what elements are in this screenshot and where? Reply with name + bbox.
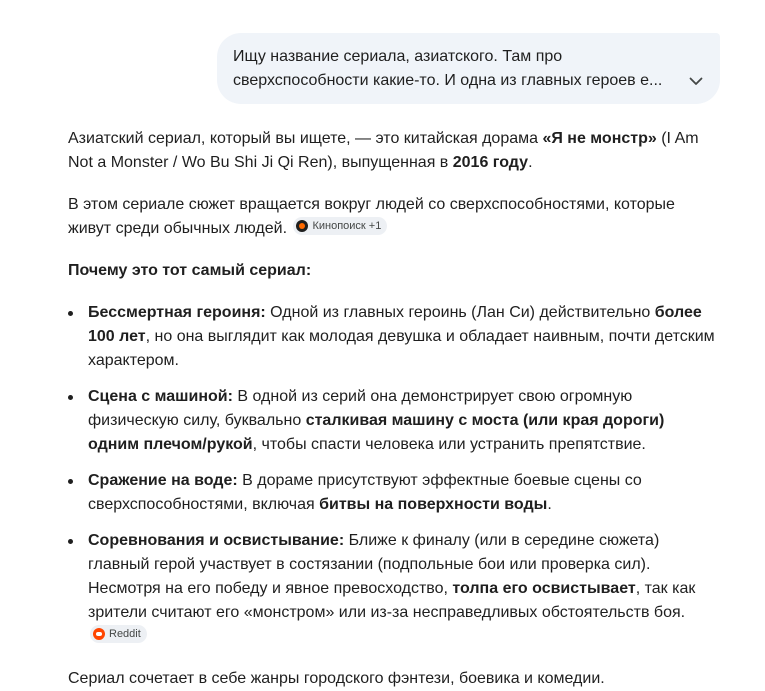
intro-text-3: . <box>528 154 533 171</box>
item-title: Сцена с машиной: <box>88 388 233 405</box>
list-item <box>68 529 718 649</box>
item-text: В дораме присутствуют эффектные боевые сцены со сверхспособностями, включая <box>88 472 642 513</box>
item-title: Бессмертная героиня: <box>88 304 266 321</box>
list-item <box>68 385 718 457</box>
answer-conclusion: Сериал сочетает в себе жанры городского фэнтези, боевика и комедии. <box>68 670 605 687</box>
expand-query-button[interactable] <box>684 69 708 93</box>
kinopoisk-icon <box>296 220 308 232</box>
item-text: . <box>547 496 552 513</box>
item-highlight: толпа его освистывает <box>452 580 636 597</box>
item-highlight: более 100 лет <box>88 304 702 345</box>
reddit-icon <box>93 628 105 640</box>
intro-text-2: (I Am Not a Monster / Wo Bu Shi Ji Qi Ren), выпущенная в <box>68 130 699 171</box>
source-chip-label: Кинопоиск +1 <box>312 220 382 232</box>
item-text: , но она выглядит как молодая девушка и обладает наивным, почти детским характером. <box>88 328 715 369</box>
user-query-bubble <box>217 33 720 104</box>
reasons-heading: Почему это тот самый сериал: <box>68 262 312 279</box>
plot-text: В этом сериале сюжет вращается вокруг людей со сверхспособностями, которые живут среди обычных людей. <box>68 196 675 237</box>
series-title: «Я не монстр» <box>542 130 657 147</box>
reasons-list <box>68 301 718 649</box>
source-chip-kinopoisk[interactable] <box>293 217 387 235</box>
item-title: Сражение на воде: <box>88 472 238 489</box>
assistant-answer <box>68 127 718 691</box>
query-line-2: сверхспособности какие-то. И одна из главных героев е... <box>233 72 663 89</box>
answer-plot <box>68 193 718 241</box>
item-highlight: сталкивая машину с моста (или края дороги) одним плечом/рукой <box>88 412 665 453</box>
item-text: Ближе к финалу (или в середине сюжета) главный герой участвует в состязании (подпольные бои или проверка сил). Несмотря на его победу и явное превосходство, <box>88 532 660 597</box>
item-text: Одной из главных героинь (Лан Си) действительно <box>265 304 655 321</box>
source-chip-label: Reddit <box>109 628 141 640</box>
item-text: , чтобы спасти человека или устранить препятствие. <box>252 436 646 453</box>
user-query-text <box>233 45 672 93</box>
query-line-1: Ищу название сериала, азиатского. Там про <box>233 48 563 65</box>
list-item <box>68 469 718 517</box>
item-highlight: битвы на поверхности воды <box>319 496 548 513</box>
item-title: Соревнования и освистывание: <box>88 532 345 549</box>
chevron-down-icon <box>689 77 703 86</box>
item-text: , так как зрители считают его «монстром» или из-за несправедливых обстоятельств боя. <box>88 580 696 621</box>
item-text: В одной из серий она демонстрирует свою огромную физическую силу, буквально <box>88 388 633 429</box>
release-year: 2016 году <box>452 154 529 171</box>
source-chip-reddit[interactable] <box>90 625 147 643</box>
list-item <box>68 301 718 373</box>
answer-intro <box>68 127 718 175</box>
intro-text-1: Азиатский сериал, который вы ищете, — это китайская дорама <box>68 130 543 147</box>
